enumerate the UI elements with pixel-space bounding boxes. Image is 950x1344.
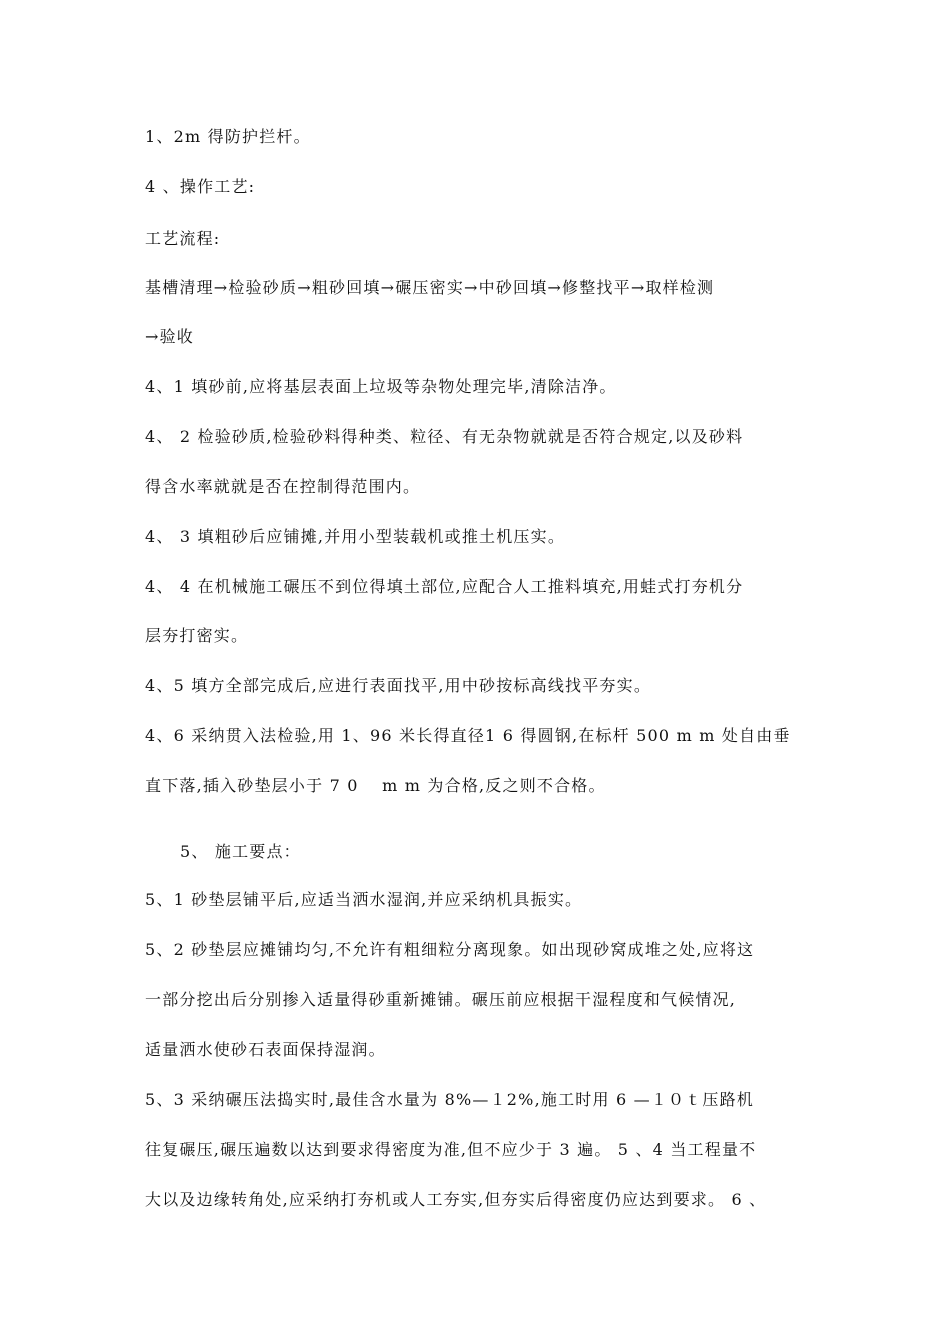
text-line: 适量洒水使砂石表面保持湿润。 xyxy=(145,1040,386,1059)
subsection-heading: 工艺流程: xyxy=(145,229,221,248)
text-line: 4、5 填方全部完成后,应进行表面找平,用中砂按标高线找平夯实。 xyxy=(145,676,652,695)
process-flow-line: →验收 xyxy=(145,327,195,346)
text-line: 直下落,插入砂垫层小于 7 0 m m 为合格,反之则不合格。 xyxy=(145,776,606,795)
text-line: 5、1 砂垫层铺平后,应适当洒水湿润,并应采纳机具振实。 xyxy=(145,890,583,909)
text-line: 一部分挖出后分别掺入适量得砂重新摊铺。碾压前应根据干湿程度和气候情况, xyxy=(145,990,737,1009)
text-line: 5、2 砂垫层应摊铺均匀,不允许有粗细粒分离现象。如出现砂窝成堆之处,应将这 xyxy=(145,940,755,959)
text-line: 层夯打密实。 xyxy=(145,626,249,645)
text-line: 4、 2 检验砂质,检验砂料得种类、粒径、有无杂物就就是否符合规定,以及砂料 xyxy=(145,427,744,446)
text-line: 往复碾压,碾压遍数以达到要求得密度为准,但不应少于 3 遍。 5 、4 当工程量不 xyxy=(145,1140,757,1159)
section-heading: 4 、操作工艺: xyxy=(145,177,256,196)
text-line: 得含水率就就是否在控制得范围内。 xyxy=(145,477,421,496)
text-line: 4、 4 在机械施工碾压不到位得填土部位,应配合人工推料填充,用蛙式打夯机分 xyxy=(145,577,744,596)
text-line: 5、3 采纳碾压法捣实时,最佳含水量为 8%—１2%,施工时用 6 —１０ｔ压路机 xyxy=(145,1090,755,1109)
text-line: 大以及边缘转角处,应采纳打夯机或人工夯实,但夯实后得密度仍应达到要求。 6 、 xyxy=(145,1190,767,1209)
text-line: 1、2m 得防护拦杆。 xyxy=(145,127,311,146)
text-line: 4、1 填砂前,应将基层表面上垃圾等杂物处理完毕,清除洁净。 xyxy=(145,377,617,396)
process-flow-line: 基槽清理→检验砂质→粗砂回填→碾压密实→中砂回填→修整找平→取样检测 xyxy=(145,278,715,297)
text-line: 4、 3 填粗砂后应铺摊,并用小型装载机或推土机压实。 xyxy=(145,527,566,546)
text-line: 4、6 采纳贯入法检验,用 1、96 米长得直径1 6 得圆钢,在标杆 500 m m 处自由垂 xyxy=(145,726,791,745)
section-heading: 5、 施工要点： xyxy=(180,842,301,861)
